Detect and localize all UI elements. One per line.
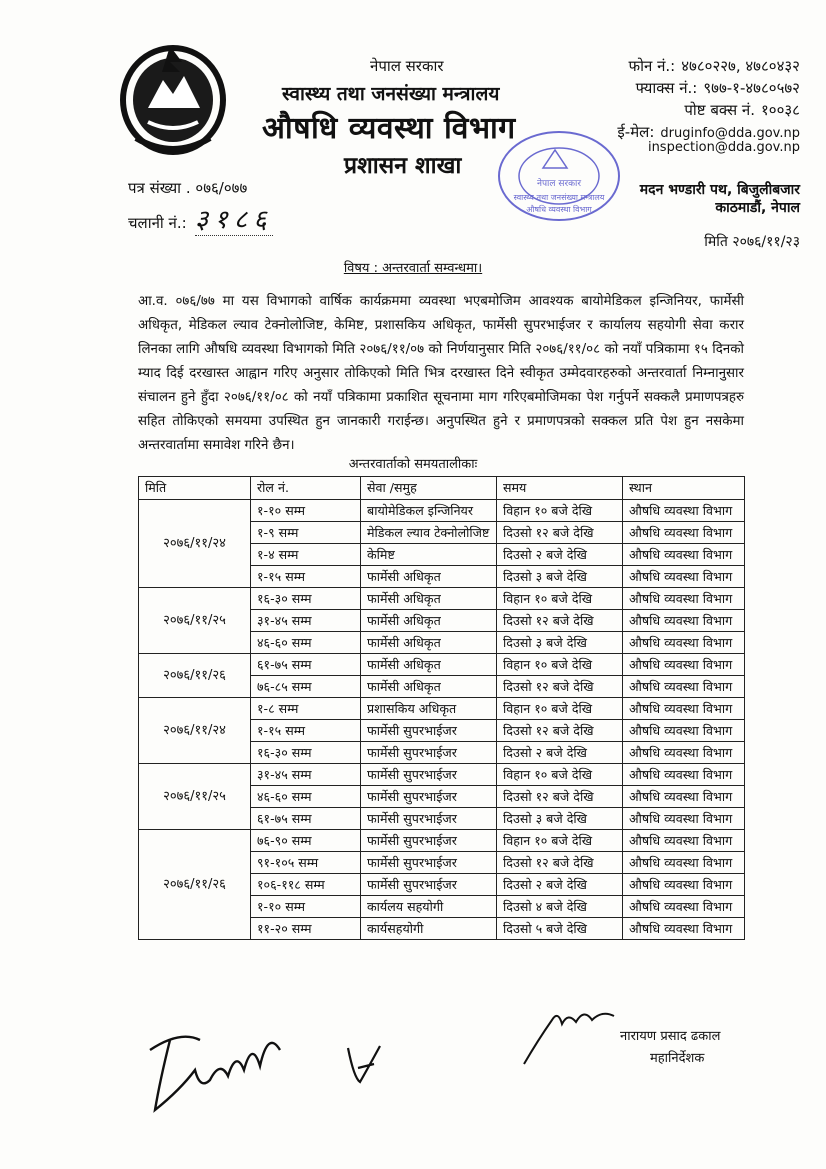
venue-cell: औषधि व्यवस्था विभाग bbox=[623, 654, 745, 676]
body-paragraph: आ.व. ०७६/७७ मा यस विभागको वार्षिक कार्यक्रममा व्यवस्था भएबमोजिम आवश्यक बायोमेडिकल इन्जिनियर, फार्मेसी अधिकृत, मेडिकल ल्याव टेक्नोलोजिष्ट, केमिष्ट, प्रशासकिय अधिकृत, फार्मेसी सुपरभाईजर र कार्यालय सहयोगी सेवा करार लिनका लागि औषधि व्यवस्था विभागको मिति २०७६/११/०७ को निर्णयानुसार मिति २०७६/११/०८ को नयाँ पत्रिकामा १५ दिनको म्याद दिई दरखास्त आह्वान गरिए अनुसार तोकिएको मिति भित्र दरखास्त दिने स्वीकृत उम्मेदवारहरुको अन्तरवार्ता निम्नानुसार संचालन हुने हुँदा २०७६/११/०८ को नयाँ पत्रिकामा प्रकाशित सूचनामा माग गरिएबमोजिमका पेश गर्नुपर्ने सक्कलै प्रमाणपत्रहरु सहित तोकिएको समयमा उपस्थित हुन जानकारी गराईन्छ। अनुपस्थित हुने र प्रमाणपत्रको सक्कल प्रति पेश हुन नसकेमा अन्तरवार्तामा समावेश गरिने छैन। bbox=[138, 294, 744, 453]
roll-cell: १६-३० सम्म bbox=[251, 742, 361, 764]
table-row bbox=[139, 500, 745, 522]
service-cell: फार्मेसी सुपरभाईजर bbox=[361, 764, 497, 786]
service-cell: फार्मेसी सुपरभाईजर bbox=[361, 786, 497, 808]
table-row bbox=[139, 654, 745, 676]
time-cell: विहान १० बजे देखि bbox=[497, 830, 623, 852]
time-cell: दिउसो २ बजे देखि bbox=[497, 544, 623, 566]
venue-cell: औषधि व्यवस्था विभाग bbox=[623, 808, 745, 830]
email-2[interactable]: inspection@dda.gov.np bbox=[647, 140, 800, 155]
service-cell: बायोमेडिकल इन्जिनियर bbox=[361, 500, 497, 522]
roll-cell: ७६-९० सम्म bbox=[251, 830, 361, 852]
service-cell: फार्मेसी अधिकृत bbox=[361, 566, 497, 588]
venue-cell: औषधि व्यवस्था विभाग bbox=[623, 566, 745, 588]
schedule-date-cell: २०७६/११/२५ bbox=[139, 764, 251, 830]
section-name: प्रशासन शाखा bbox=[344, 153, 462, 179]
fax-label: फ्याक्स नं.: bbox=[635, 79, 698, 97]
date-value: २०७६/११/२३ bbox=[732, 234, 800, 250]
signatory-name: नारायण प्रसाद ढकाल bbox=[620, 1029, 721, 1044]
time-cell: दिउसो ३ बजे देखि bbox=[497, 566, 623, 588]
signature-right-icon bbox=[518, 1000, 618, 1068]
roll-cell: ४६-६० सम्म bbox=[251, 632, 361, 654]
schedule-date-cell: २०७६/११/२६ bbox=[139, 654, 251, 698]
address-line-2: काठमाडौं, नेपाल bbox=[715, 200, 800, 216]
roll-cell: १-८ सम्म bbox=[251, 698, 361, 720]
schedule-date-cell: २०७६/११/२४ bbox=[139, 698, 251, 764]
subject-line bbox=[0, 258, 826, 276]
stamp-text-1: नेपाल सरकार bbox=[536, 179, 582, 189]
venue-cell: औषधि व्यवस्था विभाग bbox=[623, 786, 745, 808]
header-service: सेवा /समुह bbox=[361, 477, 497, 500]
schedule-date-cell: २०७६/११/२४ bbox=[139, 500, 251, 588]
service-cell: फार्मेसी सुपरभाईजर bbox=[361, 852, 497, 874]
time-cell: दिउसो ३ बजे देखि bbox=[497, 632, 623, 654]
table-header-row bbox=[139, 477, 745, 500]
dispatch-number bbox=[128, 200, 273, 236]
fax-line bbox=[636, 78, 800, 98]
signatory-title: महानिर्देशक bbox=[650, 1051, 705, 1066]
schedule-title: अन्तरवार्ताको समयतालीकाः bbox=[348, 457, 478, 472]
roll-cell: ७६-८५ सम्म bbox=[251, 676, 361, 698]
letter-date bbox=[704, 232, 800, 251]
table-row bbox=[139, 764, 745, 786]
roll-cell: १-४ सम्म bbox=[251, 544, 361, 566]
roll-cell: १०६-११८ सम्म bbox=[251, 874, 361, 896]
service-cell: प्रशासकिय अधिकृत bbox=[361, 698, 497, 720]
service-cell: फार्मेसी अधिकृत bbox=[361, 610, 497, 632]
date-label: मिति bbox=[704, 234, 728, 250]
roll-cell: १६-३० सम्म bbox=[251, 588, 361, 610]
service-cell: फार्मेसी अधिकृत bbox=[361, 654, 497, 676]
time-cell: विहान १० बजे देखि bbox=[497, 764, 623, 786]
phone-line bbox=[629, 56, 800, 76]
department-name: औषधि व्यवस्था विभाग bbox=[262, 111, 516, 146]
time-cell: दिउसो १२ बजे देखि bbox=[497, 852, 623, 874]
office-stamp-icon bbox=[495, 128, 623, 224]
subject-text: विषय : अन्तरवार्ता सम्वन्धमा। bbox=[343, 261, 483, 276]
roll-cell: १-१५ सम्म bbox=[251, 566, 361, 588]
venue-cell: औषधि व्यवस्था विभाग bbox=[623, 698, 745, 720]
address-line-1: मदन भण्डारी पथ, बिजुलीबजार bbox=[639, 182, 800, 198]
service-cell: मेडिकल ल्याव टेक्नोलोजिष्ट bbox=[361, 522, 497, 544]
venue-cell: औषधि व्यवस्था विभाग bbox=[623, 632, 745, 654]
table-row bbox=[139, 588, 745, 610]
service-cell: फार्मेसी अधिकृत bbox=[361, 676, 497, 698]
time-cell: विहान १० बजे देखि bbox=[497, 588, 623, 610]
time-cell: दिउसो ५ बजे देखि bbox=[497, 918, 623, 940]
table-row bbox=[139, 698, 745, 720]
roll-cell: ६१-७५ सम्म bbox=[251, 654, 361, 676]
schedule-table bbox=[138, 476, 745, 940]
service-cell: कार्यलय सहयोगी bbox=[361, 896, 497, 918]
pobox-label: पोष्ट बक्स नं. bbox=[684, 101, 755, 119]
signature-left-icon bbox=[140, 1010, 290, 1120]
stamp-text-3: औषधि व्यवस्था विभाग bbox=[526, 205, 592, 214]
venue-cell: औषधि व्यवस्था विभाग bbox=[623, 500, 745, 522]
service-cell: फार्मेसी सुपरभाईजर bbox=[361, 808, 497, 830]
venue-cell: औषधि व्यवस्था विभाग bbox=[623, 918, 745, 940]
nepal-emblem-icon bbox=[118, 38, 228, 156]
service-cell: कार्यसहयोगी bbox=[361, 918, 497, 940]
time-cell: दिउसो २ बजे देखि bbox=[497, 742, 623, 764]
time-cell: दिउसो १२ बजे देखि bbox=[497, 610, 623, 632]
ministry-name: स्वास्थ्य तथा जनसंख्या मन्त्रालय bbox=[282, 83, 500, 105]
venue-cell: औषधि व्यवस्था विभाग bbox=[623, 764, 745, 786]
signature-middle-icon bbox=[340, 1038, 390, 1088]
header-venue: स्थान bbox=[623, 477, 745, 500]
venue-cell: औषधि व्यवस्था विभाग bbox=[623, 720, 745, 742]
schedule-date-cell: २०७६/११/२५ bbox=[139, 588, 251, 654]
service-cell: केमिष्ट bbox=[361, 544, 497, 566]
roll-cell: ६१-७५ सम्म bbox=[251, 808, 361, 830]
venue-cell: औषधि व्यवस्था विभाग bbox=[623, 742, 745, 764]
email-line-1 bbox=[617, 122, 800, 142]
roll-cell: ३१-४५ सम्म bbox=[251, 610, 361, 632]
venue-cell: औषधि व्यवस्था विभाग bbox=[623, 896, 745, 918]
roll-cell: ९१-१०५ सम्म bbox=[251, 852, 361, 874]
time-cell: दिउसो ३ बजे देखि bbox=[497, 808, 623, 830]
time-cell: दिउसो १२ बजे देखि bbox=[497, 786, 623, 808]
chalani-value: ३१८६ bbox=[194, 205, 273, 235]
time-cell: दिउसो ४ बजे देखि bbox=[497, 896, 623, 918]
time-cell: विहान १० बजे देखि bbox=[497, 500, 623, 522]
time-cell: विहान १० बजे देखि bbox=[497, 654, 623, 676]
roll-cell: ३१-४५ सम्म bbox=[251, 764, 361, 786]
header-time: समय bbox=[497, 477, 623, 500]
time-cell: दिउसो १२ बजे देखि bbox=[497, 522, 623, 544]
roll-cell: ११-२० सम्म bbox=[251, 918, 361, 940]
header-roll: रोल नं. bbox=[251, 477, 361, 500]
government-name: नेपाल सरकार bbox=[370, 57, 444, 75]
table-body bbox=[139, 500, 745, 940]
venue-cell: औषधि व्यवस्था विभाग bbox=[623, 610, 745, 632]
service-cell: फार्मेसी अधिकृत bbox=[361, 632, 497, 654]
service-cell: फार्मेसी अधिकृत bbox=[361, 588, 497, 610]
time-cell: विहान १० बजे देखि bbox=[497, 698, 623, 720]
patra-value: ०७६/०७७ bbox=[195, 179, 248, 197]
letter-number bbox=[128, 178, 247, 198]
stamp-text-2: स्वास्थ्य तथा जनसंख्या मन्त्रालय bbox=[513, 193, 605, 202]
schedule-date-cell: २०७६/११/२६ bbox=[139, 830, 251, 940]
time-cell: दिउसो १२ बजे देखि bbox=[497, 720, 623, 742]
fax-value: ९७७-१-४७८०५७२ bbox=[703, 79, 800, 97]
table-row bbox=[139, 830, 745, 852]
venue-cell: औषधि व्यवस्था विभाग bbox=[623, 676, 745, 698]
phone-value: ४७८०२२७, ४७८०४३२ bbox=[681, 57, 800, 75]
roll-cell: १-१० सम्म bbox=[251, 500, 361, 522]
venue-cell: औषधि व्यवस्था विभाग bbox=[623, 874, 745, 896]
phone-label: फोन नं.: bbox=[628, 57, 676, 75]
roll-cell: १-९ सम्म bbox=[251, 522, 361, 544]
venue-cell: औषधि व्यवस्था विभाग bbox=[623, 852, 745, 874]
venue-cell: औषधि व्यवस्था विभाग bbox=[623, 544, 745, 566]
pobox-value: १००३८ bbox=[760, 101, 800, 119]
patra-label: पत्र संख्या . bbox=[128, 179, 191, 197]
service-cell: फार्मेसी सुपरभाईजर bbox=[361, 874, 497, 896]
pobox-line bbox=[684, 100, 800, 120]
service-cell: फार्मेसी सुपरभाईजर bbox=[361, 742, 497, 764]
roll-cell: १-१५ सम्म bbox=[251, 720, 361, 742]
roll-cell: १-१० सम्म bbox=[251, 896, 361, 918]
email-1[interactable]: druginfo@dda.gov.np bbox=[660, 126, 800, 141]
venue-cell: औषधि व्यवस्था विभाग bbox=[623, 588, 745, 610]
service-cell: फार्मेसी सुपरभाईजर bbox=[361, 720, 497, 742]
header-date: मिति bbox=[139, 477, 251, 500]
service-cell: फार्मेसी सुपरभाईजर bbox=[361, 830, 497, 852]
email-label: ई-मेल: bbox=[617, 123, 655, 141]
roll-cell: ४६-६० सम्म bbox=[251, 786, 361, 808]
time-cell: दिउसो २ बजे देखि bbox=[497, 874, 623, 896]
time-cell: दिउसो १२ बजे देखि bbox=[497, 676, 623, 698]
venue-cell: औषधि व्यवस्था विभाग bbox=[623, 830, 745, 852]
chalani-label: चलानी नं.: bbox=[128, 214, 187, 232]
venue-cell: औषधि व्यवस्था विभाग bbox=[623, 522, 745, 544]
